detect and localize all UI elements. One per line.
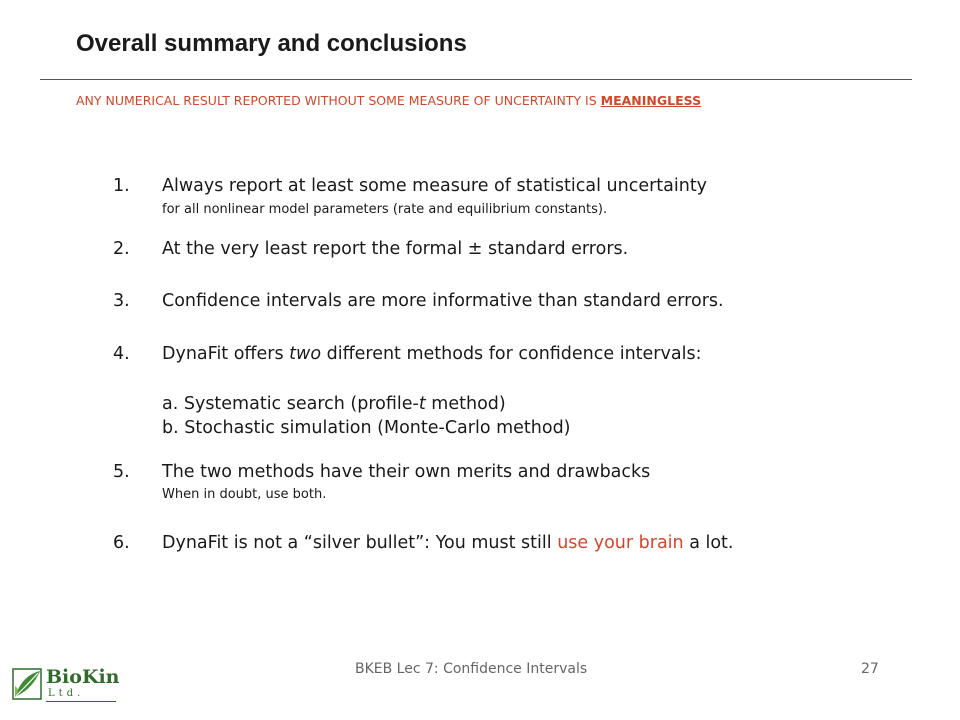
conclusion-item-6 <box>113 533 733 553</box>
item-number: 6. <box>113 533 130 553</box>
item-number: 5. <box>113 462 130 482</box>
uncertainty-warning <box>76 93 701 108</box>
logo-subtitle: Ltd. <box>48 688 85 699</box>
page-number: 27 <box>861 661 879 677</box>
conclusion-item-2 <box>113 239 628 259</box>
item-text: At the very least report the formal ± standard errors. <box>162 239 629 259</box>
option-a-italic: t <box>418 394 426 414</box>
warning-text: ANY NUMERICAL RESULT REPORTED WITHOUT SOME MEASURE OF UNCERTAINTY IS <box>76 93 601 108</box>
item-text: Always report at least some measure of statistical uncertainty <box>162 176 708 196</box>
warning-emphasis: MEANINGLESS <box>600 93 702 108</box>
method-option-a <box>162 394 506 414</box>
item-5-subtext: When in doubt, use both. <box>162 487 327 502</box>
conclusion-item-4 <box>113 344 701 364</box>
item-1-subtext: for all nonlinear model parameters (rate and equilibrium constants). <box>162 202 608 217</box>
footer-lecture-title: BKEB Lec 7: Confidence Intervals <box>355 661 588 677</box>
biokin-logo <box>12 666 122 706</box>
item-number: 2. <box>113 239 130 259</box>
slide-title: Overall summary and conclusions <box>76 30 467 57</box>
title-divider <box>40 79 912 80</box>
method-option-b: b. Stochastic simulation (Monte-Carlo method) <box>162 418 571 438</box>
conclusion-item-5 <box>113 462 650 482</box>
option-a-after: method) <box>425 394 506 414</box>
item-text-before: DynaFit offers <box>162 344 290 364</box>
logo-name: BioKin <box>46 666 120 688</box>
item-text: The two methods have their own merits and drawbacks <box>162 462 651 482</box>
option-a-before: a. Systematic search (profile- <box>162 394 419 414</box>
leaf-logo-icon <box>12 668 42 700</box>
item-number: 3. <box>113 291 130 311</box>
item-number: 1. <box>113 176 130 196</box>
item-text-after: a lot. <box>683 533 734 553</box>
logo-underline <box>46 701 116 702</box>
item-text-accent: use your brain <box>557 533 684 553</box>
item-text-after: different methods for confidence intervals: <box>321 344 702 364</box>
item-number: 4. <box>113 344 130 364</box>
item-text-before: DynaFit is not a “silver bullet”: You must still <box>162 533 558 553</box>
item-text: Confidence intervals are more informative than standard errors. <box>162 291 724 311</box>
conclusion-item-1 <box>113 176 707 196</box>
item-text-italic: two <box>289 344 322 364</box>
conclusion-item-3 <box>113 291 724 311</box>
